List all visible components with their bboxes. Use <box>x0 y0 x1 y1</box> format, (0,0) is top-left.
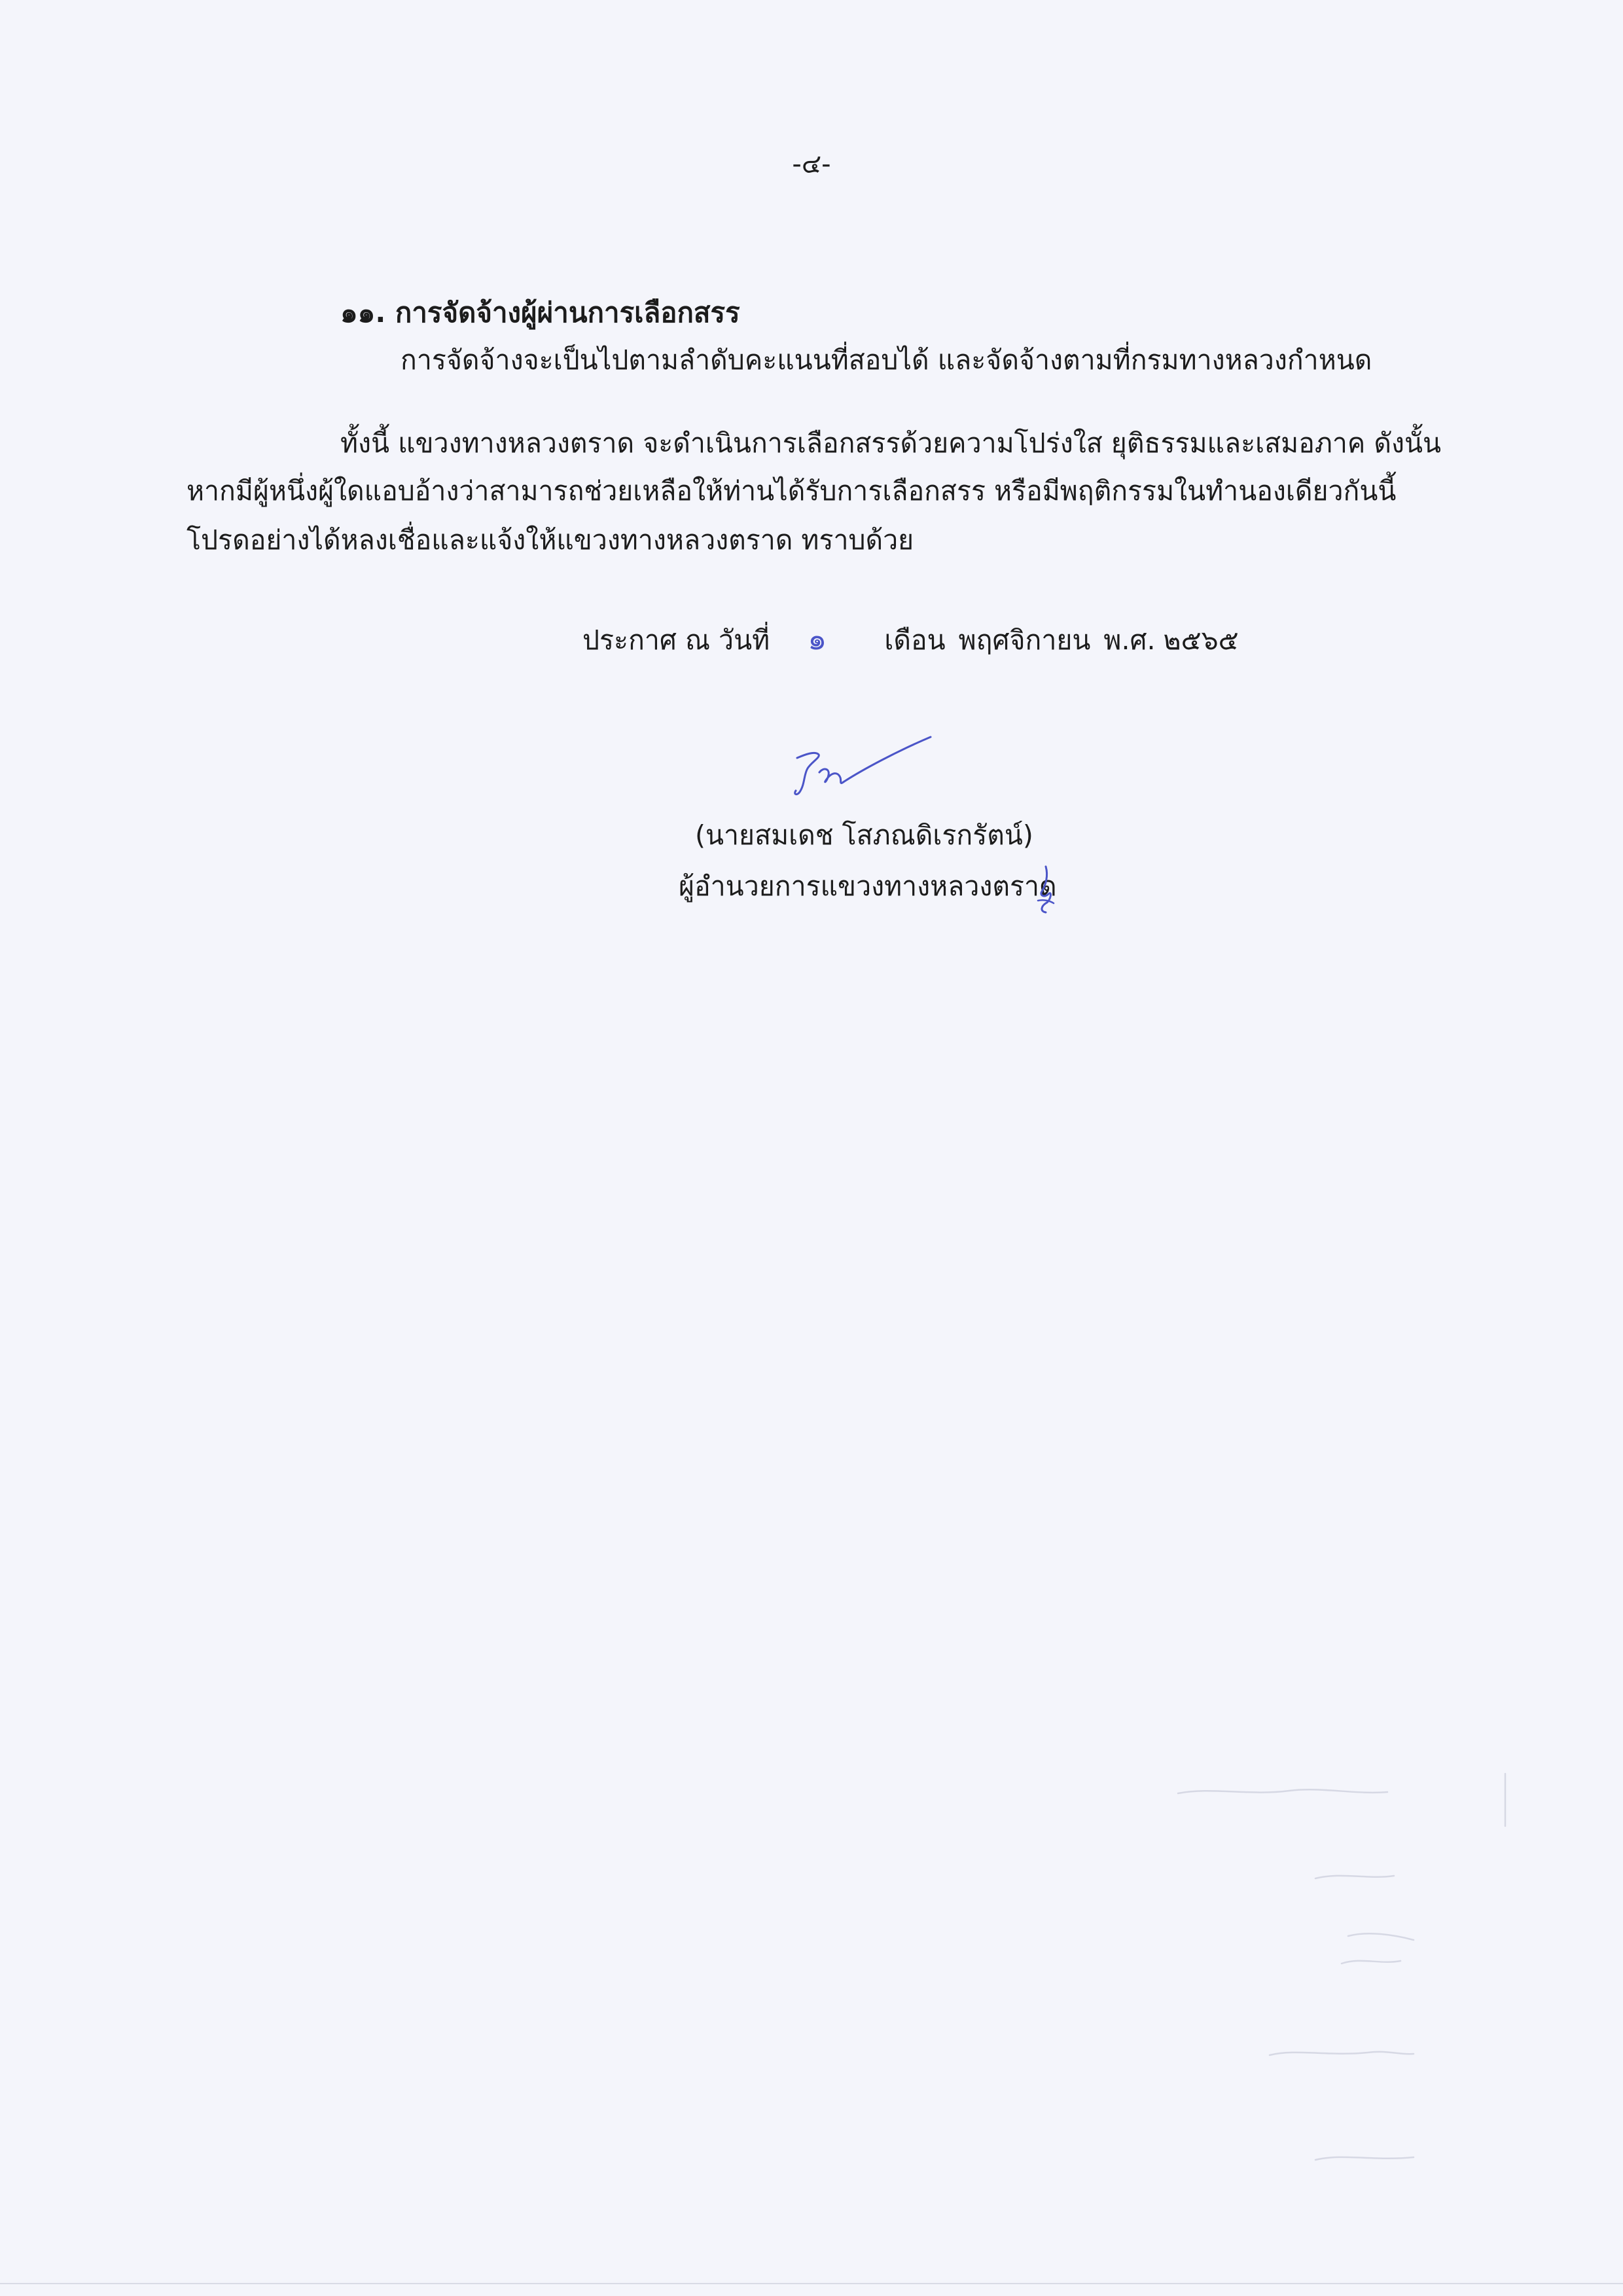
handwritten-initial-mark <box>1026 863 1065 915</box>
page-number: -๔- <box>792 149 831 179</box>
year-label: พ.ศ. <box>1103 624 1156 656</box>
handwritten-day: ๑ <box>808 621 827 656</box>
closing-paragraph-line-3: โปรดอย่างได้หลงเชื่อและแจ้งให้แขวงทางหลวงตราด ทราบด้วย <box>187 524 914 556</box>
closing-paragraph-line-2: หากมีผู้หนึ่งผู้ใดแอบอ้างว่าสามารถช่วยเหลือให้ท่านได้รับการเลือกสรร หรือมีพฤติกรรมในทำนองเดียวกันนี้ <box>187 475 1397 507</box>
signer-name: (นายสมเดช โสภณดิเรกรัตน์) <box>695 819 1033 851</box>
announcement-date-line <box>582 615 1239 663</box>
section-heading: ๑๑. การจัดจ้างผู้ผ่านการเลือกสรร <box>340 296 740 329</box>
section-body: การจัดจ้างจะเป็นไปตามลำดับคะแนนที่สอบได้ และจัดจ้างตามที่กรมทางหลวงกำหนด <box>401 344 1372 376</box>
faint-bleedthrough-marks <box>1152 1767 1518 2193</box>
month: พฤศจิกายน <box>958 624 1091 656</box>
closing-paragraph-line-1: ทั้งนี้ แขวงทางหลวงตราด จะดำเนินการเลือกสรรด้วยความโปร่งใส ยุติธรรมและเสมอภาค ดังนั้น <box>340 427 1442 459</box>
year: ๒๕๖๕ <box>1163 624 1239 656</box>
handwritten-signature <box>785 732 942 817</box>
signer-title: ผู้อำนวยการแขวงทางหลวงตราด <box>679 870 1057 902</box>
announcement-prefix: ประกาศ ณ วันที่ <box>582 624 770 656</box>
month-label: เดือน <box>884 624 946 656</box>
scan-edge-line <box>0 2283 1623 2284</box>
